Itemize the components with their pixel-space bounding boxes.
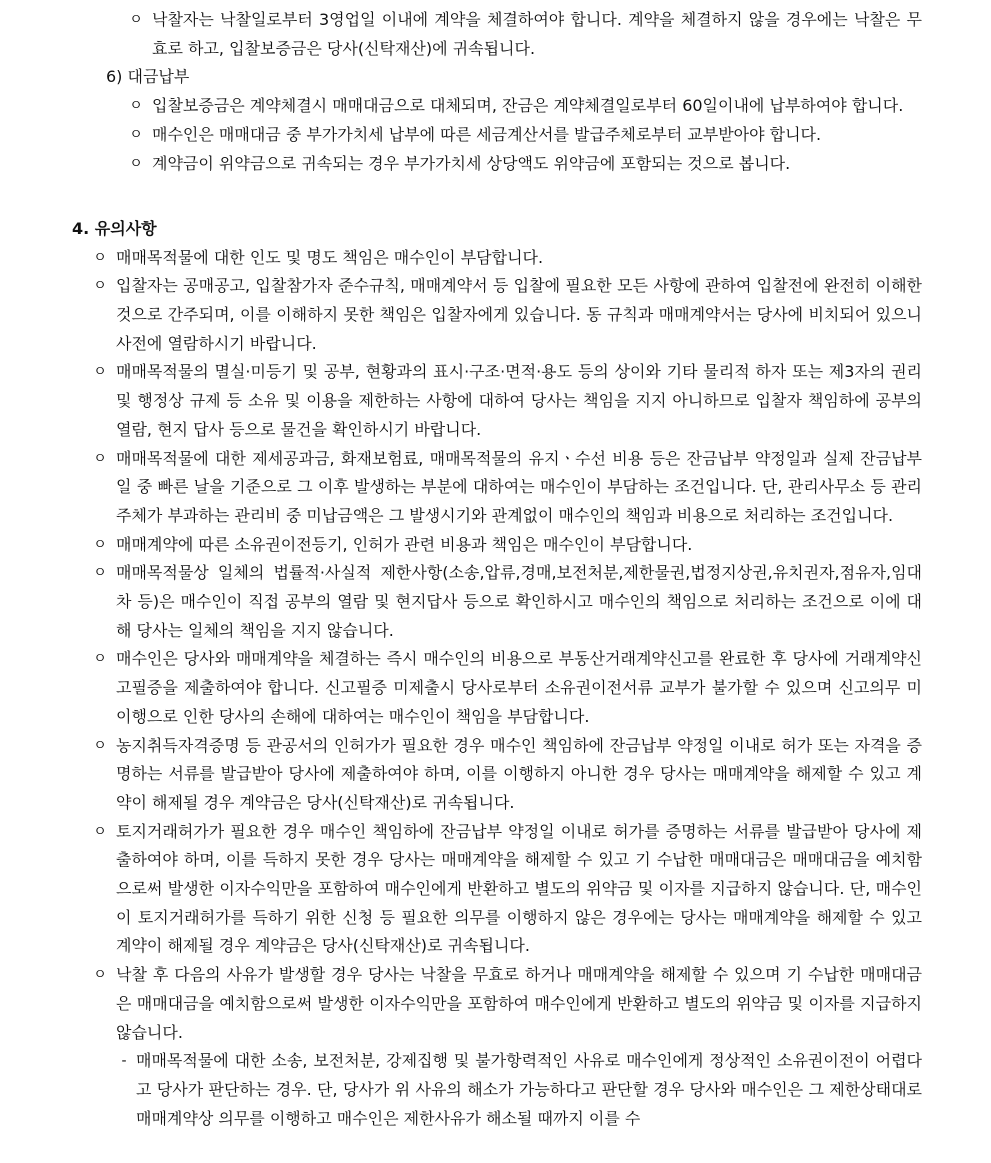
bullet-icon: ㅇ xyxy=(129,126,143,143)
notice-sub-item xyxy=(121,1047,922,1133)
item-text: 매수인은 매매대금 중 부가가치세 납부에 따른 세금계산서를 발급주체로부터 교부받아야 합니다. xyxy=(152,124,822,144)
item-text: 낙찰자는 낙찰일로부터 3영업일 이내에 계약을 체결하여야 합니다. 계약을 체결하지 않을 경우에는 낙찰은 무효로 하고, 입찰보증금은 당사(신탁재산)에 귀속됩니다. xyxy=(152,10,922,58)
item-text: 매수인은 당사와 매매계약을 체결하는 즉시 매수인의 비용으로 부동산거래계약신고를 완료한 후 당사에 거래계약신고필증을 제출하여야 합니다. 신고필증 미제출시 당사로부터 소유권이전서류 교부가 불가할 수 있으며 신고의무 미이행으로 인한 당사의 손해에 대하여는 매수인이 책임을 부담합니다. xyxy=(116,649,922,726)
section-4-heading xyxy=(72,215,991,244)
payment-item xyxy=(129,92,922,121)
bullet-icon: ㅇ xyxy=(129,12,143,28)
payment-item xyxy=(129,121,922,150)
bullet-icon: ㅇ xyxy=(93,278,107,295)
section-4-number: 4. xyxy=(72,218,90,238)
item-text: 매매목적물에 대한 인도 및 명도 책임은 매수인이 부담합니다. xyxy=(116,247,544,267)
bullet-icon: ㅇ xyxy=(129,98,143,115)
bullet-icon: ㅇ xyxy=(129,155,143,172)
dash-marker: - xyxy=(121,1053,127,1070)
bullet-icon: ㅇ xyxy=(93,737,107,754)
payment-item xyxy=(129,150,922,179)
section-4-title: 유의사항 xyxy=(94,218,157,238)
item-text: 매매목적물의 멸실·미등기 및 공부, 현황과의 표시·구조·면적·용도 등의 상이와 기타 물리적 하자 또는 제3자의 권리 및 행정상 규제 등 소유 및 이용을 제한하는 사항에 대하여 당사는 책임을 지지 아니하므로 입찰자 책임하에 공부의 열람, 현지 답사 등으로 물건을 확인하시기 바랍니다. xyxy=(116,362,922,439)
notice-item xyxy=(93,559,922,645)
notice-item xyxy=(93,272,922,358)
section-6-heading xyxy=(106,63,991,92)
bullet-icon: ㅇ xyxy=(93,651,107,668)
bullet-icon: ㅇ xyxy=(93,967,107,984)
item-text: 토지거래허가가 필요한 경우 매수인 책임하에 잔금납부 약정일 이내로 허가를 증명하는 서류를 발급받아 당사에 제출하여야 하며, 이를 득하지 못한 경우 당사는 매매계약을 해제할 수 있고 기 수납한 매매대금은 매매대금을 예치함으로써 발생한 이자수익만을 포함하여 매수인에게 반환하고 별도의 위약금 및 이자를 지급하지 않습니다. 단, 매수인이 토지거래허가를 득하기 위한 신청 등 필요한 의무를 이행하지 않은 경우에는 당사는 매매계약을 해제할 수 있고 계약이 해제될 경우 계약금은 당사(신탁재산)로 귀속됩니다. xyxy=(116,821,922,956)
item-text: 계약금이 위약금으로 귀속되는 경우 부가가치세 상당액도 위약금에 포함되는 것으로 봅니다. xyxy=(152,153,791,173)
bullet-icon: ㅇ xyxy=(93,536,107,553)
bullet-icon: ㅇ xyxy=(93,364,107,381)
item-text: 낙찰 후 다음의 사유가 발생할 경우 당사는 낙찰을 무효로 하거나 매매계약을 해제할 수 있으며 기 수납한 매매대금은 매매대금을 예치함으로써 발생한 이자수익만을 포함하여 매수인에게 반환하고 별도의 위약금 및 이자를 지급하지 않습니다. xyxy=(116,965,922,1042)
contract-award-item xyxy=(129,6,922,63)
notice-item xyxy=(93,732,922,818)
notice-item xyxy=(93,445,922,531)
bullet-icon: ㅇ xyxy=(93,450,107,467)
bullet-icon: ㅇ xyxy=(93,823,107,840)
notice-item xyxy=(93,818,922,962)
notice-item xyxy=(93,531,922,560)
item-text: 매매계약에 따른 소유권이전등기, 인허가 관련 비용과 책임은 매수인이 부담합니다. xyxy=(116,534,693,554)
item-text: 입찰자는 공매공고, 입찰참가자 준수규칙, 매매계약서 등 입찰에 필요한 모든 사항에 관하여 입찰전에 완전히 이해한 것으로 간주되며, 이를 이해하지 못한 책임은 입찰자에게 있습니다. 동 규칙과 매매계약서는 당사에 비치되어 있으니 사전에 열람하시기 바랍니다. xyxy=(116,276,922,353)
item-text: 농지취득자격증명 등 관공서의 인허가가 필요한 경우 매수인 책임하에 잔금납부 약정일 이내로 허가 또는 자격을 증명하는 서류를 발급받아 당사에 제출하여야 하며, 이를 이행하지 아니한 경우 당사는 매매계약을 해제할 수 있고 계약이 해제될 경우 계약금은 당사(신탁재산)로 귀속됩니다. xyxy=(116,735,922,812)
notice-item xyxy=(93,645,922,731)
item-text: 매매목적물에 대한 제세공과금, 화재보험료, 매매목적물의 유지ㆍ수선 비용 등은 잔금납부 약정일과 실제 잔금납부일 중 빠른 날을 기준으로 그 이후 발생하는 부분에 대하여는 매수인이 부담하는 조건입니다. 단, 관리사무소 등 관리주체가 부과하는 관리비 중 미납금액은 그 발생시기와 관계없이 매수인의 책임과 비용으로 처리하는 조건입니다. xyxy=(116,448,922,525)
notice-item xyxy=(93,961,922,1047)
item-text: 매매목적물상 일체의 법률적·사실적 제한사항(소송,압류,경매,보전처분,제한물권,법정지상권,유치권자,점유자,임대차 등)은 매수인이 직접 공부의 열람 및 현지답사 등으로 확인하시고 매수인의 책임으로 처리하는 조건으로 이에 대해 당사는 일체의 책임을 지지 않습니다. xyxy=(116,563,922,640)
notice-item xyxy=(93,244,922,273)
item-text: 매매목적물에 대한 소송, 보전처분, 강제집행 및 불가항력적인 사유로 매수인에게 정상적인 소유권이전이 어렵다고 당사가 판단하는 경우. 단, 당사가 위 사유의 해소가 가능하다고 판단할 경우 당사와 매수인은 그 제한상태대로 매매계약상 의무를 이행하고 매수인은 제한사유가 해소될 때까지 이를 수 xyxy=(136,1051,922,1128)
bullet-icon: ㅇ xyxy=(93,565,107,582)
section-6-label: 6) 대금납부 xyxy=(106,67,190,87)
item-text: 입찰보증금은 계약체결시 매매대금으로 대체되며, 잔금은 계약체결일로부터 60일이내에 납부하여야 합니다. xyxy=(152,96,904,116)
notice-item xyxy=(93,358,922,444)
bullet-icon: ㅇ xyxy=(93,249,107,266)
